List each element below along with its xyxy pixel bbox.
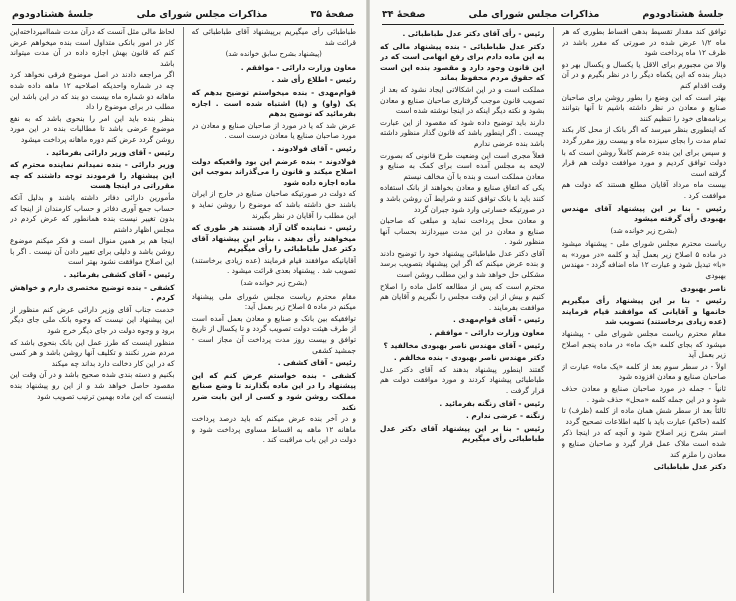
right-page-number: صفحهٔ ۳۴ — [382, 8, 426, 20]
speaker-line: ناصر بهبودی — [680, 283, 726, 293]
left-page-number: صفحهٔ ۳۵ — [310, 8, 354, 20]
paragraph: مأمورین دارائی دفاتر داشته باشند و بدلیل آنکه حساب جمع آوری دفاتر و حساب کارمندان از اینجا که بدون تغییر نیست بنده همانطور که عرض کردم در مجلس اظهار داشتم — [10, 192, 175, 234]
speaker-line: رئیس - بنا بر این پیشنهاد آقای مهندس بهبودی رأی گرفته میشود — [561, 203, 726, 224]
right-page-session: جلسهٔ هشتادودوم — [642, 8, 724, 20]
paragraph: اگر مراجعه دادند در اصل موضوع فرقی نخواهد کرد چه در شماره واحدیکه اصلاحیه ۱۲ ماهه داده شده ماهانه دو شماره ماه بیست دو بند که در این باشد این مطلب در برای موضوع را داد — [10, 70, 175, 112]
paragraph: گفتند اینطور پیشنهاد بدهند که آقای دکتر عدل طباطبائی پیشنهاد کردند و مورد موافقت دولت هم قرار گرفت . — [380, 364, 545, 395]
paragraph: اولاً - در سطر سوم بعد از کلمه «یک ماه» عبارت از صاحبان صنایع و معادن افزوده شود — [561, 361, 726, 382]
paragraph: مقام محترم ریاست مجلس شورای ملی - پیشنهاد میشود که بجای کلمه «یک ماه» در ماده پنجم اصلاح زیر بعمل آید — [561, 329, 726, 360]
paragraph: خدمت جناب آقای وزیر دارائی عرض کنم منظور از این پیشنهاد این نیست که وجوه بانک ملی جای دیگر برود و وجوه دولت در جای دیگر خرج شود — [10, 304, 175, 336]
left-page — [0, 0, 366, 601]
speaker-line: کشفی - بنده توضیح مختصری دارم و خواهش کردم . — [10, 282, 175, 303]
left-page-session: جلسهٔ هشتادودوم — [12, 8, 94, 20]
speaker-line: دکتر عدل طباطبائی - بنده پیشنهاد مالی که به این ماده دادم برای رفع ابهامی است که در این قانون وجود دارد و مقصود بنده این است که حقوق مردم محفوظ بماند — [380, 41, 545, 83]
right-page-columns — [380, 27, 726, 593]
speaker-line: رئیس - آقای مهندس ناصر بهبودی مخالفید ؟ — [383, 340, 545, 350]
speaker-line: رئیس - اطلاع رأی شد . — [271, 75, 356, 85]
speaker-line: رئیس - بنا بر این پیشنهاد رأی میگیریم خانمها و آقایانی که موافقند قیام فرمایند (عده زیادی برخاستند) تصویب شد — [561, 296, 726, 327]
speaker-line: وزیر دارائی - بنده نمیدانم نماینده محترم که این پیشنهاد را فرمودند توجه داشتند که چه مقرراتی در اینجا هست — [10, 160, 175, 191]
paragraph: لحاظ مالی مثل آنست که درآن مدت شماامیرداخته‌این کار در امور بانکی متداول است بنده میخواهم عرض کنم که قانون بهش اجازه داده در آن مدت میتواند باشد — [10, 27, 175, 68]
speaker-line: رئیس - آقای فولادوند . — [272, 143, 356, 153]
speaker-line: رئیس - رأی آقای دکتر عدل طباطبائی . — [402, 29, 545, 38]
column-divider — [553, 27, 554, 593]
right-page-header — [382, 6, 724, 25]
speaker-line: معاون وزارت دارائی - موافقم . — [240, 62, 356, 72]
paragraph: والا من مجبورم برای الاقل یا یکسال و یکسال بهر دو دینار بنده که این یکماه دیگر را در نظر بگیرم و در آن وقت اقدام کنم — [561, 59, 726, 90]
paragraph: بهتر است که این وضع را بطور روشن برای صاحبان صنایع و معادن در نظر داشته باشیم تا آنها بتوانند برنامه‌های خود را تنظیم کنند — [561, 92, 726, 123]
paragraph: استر بشرح زیر اصلاح شود و آنچه که در اینجا ذکر شده است ملاک عمل قرار گیرد و صاحبان صنایع و معادن را ملزم کند — [561, 428, 726, 459]
paragraph: فعلاً مجری است این وضعیت طرح قانونی که بصورت لایحه به مجلس آمده است برای کمک به صنایع و معادن مملکت است و بنده با آن مخالف نیستم — [380, 150, 545, 181]
speaker-line: دکتر عدل طباطبائی — [653, 462, 726, 472]
procedural-note: (بشرح زیر خوانده شد) — [610, 226, 678, 235]
speaker-line: رئیس - آقای کشفی . — [277, 358, 356, 368]
left-page-title: مذاکرات مجلس شورای ملی — [136, 8, 268, 20]
speaker-line: قوام‌مهدی - بنده میخواستم توضیح بدهم که یک (واو) و (یا) اشتباه شده است . اجازه بفرمائید که توضیح بدهم — [191, 87, 356, 119]
speaker-line: معاون وزارت دارائی - موافقم . — [429, 328, 545, 338]
paragraph: بنظر بنده باید این امر را بنحوی باشد که به نفع موضوع عرضی باشد تا مطالبات بنده در این مورد روشن گردد عرض کنم دوره ماهانه پرداخت میشود — [10, 113, 175, 144]
column-divider — [183, 27, 184, 593]
right-page-column-left — [380, 27, 545, 593]
right-page — [370, 0, 736, 601]
paragraph: توافق کند مقدار تقسیط بدهی اقساط بطوری که هر ماه ۱/۲ عرض شده در صورتی که مقرر باشد در ظرف ۱۲ ماه پرداخت شود — [561, 27, 726, 58]
paragraph: یکی که اتفاق صنایع و معادن بخواهند از بانک استفاده کنند باید با بانک توافق کنند و شرایط آن روشن باشد و در صورتیکه خسارتی وارد شود جبران گردد — [380, 183, 545, 214]
paragraph: توافقیکه بین بانک و صنایع و معادن بعمل آمده است از طرف هیئت دولت تصویب گردد و تا یکسال از تاریخ توافق و بیست روز مدت پرداخت آن مجاز است - جمشید کشفی — [191, 313, 356, 355]
paragraph: مملکت است و در این اشکالاتی ایجاد نشود که بعد از تصویب قانون موجب گرفتاری صاحبان صنایع و معادن بشود و نکته دیگر اینکه در اینجا نوشته شده است — [380, 84, 545, 116]
paragraph: و معادن محل پرداخت نماید و مبلغی که صاحبان صنایع و معادن در این مدت میپردازند بحساب آنها منظور شود . — [380, 216, 545, 247]
paragraph: ریاست محترم مجلس شورای ملی - پیشنهاد میشود در ماده ۵ اصلاح زیر بعمل آید و کلمه «در مورد» به «با» تبدیل شود و عبارت ۱۲ ماه اضافه گردد - مهندس بهبودی — [561, 239, 726, 281]
speaker-line: رئیس - بنا بر این پیشنهاد آقای دکتر عدل طباطبائی رأی میگیریم — [380, 423, 545, 444]
paragraph: و در آخر بنده عرض میکنم که باید درصد پرداخت ماهانه ۱۲ ماهه به اقساط مساوی پرداخت شود و دولت در این باب مراقبت کند . — [191, 414, 356, 445]
speaker-line: رئیس - نماینده گان آزاد هستند هر طوری که میخواهند رأی بدهند . بنابر این پیشنهاد آقای دکتر عدل طباطبائی را رأی میگیریم — [191, 223, 356, 254]
paragraph: عرض شد که یا در مورد از صاحبان صنایع و معادن در مورد صاحبان صنایع یا معادن درست است . — [191, 120, 356, 141]
paragraph: ثانیاً - جمله در مورد صاحبان صنایع و معادن حذف شود و در این جمله کلمه «محل» حذف شود . — [561, 384, 726, 404]
speaker-line: دکتر مهندس ناصر بهبودی - بنده مخالفم . — [393, 353, 545, 363]
procedural-note: (پیشنهاد بشرح سابق خوانده شد) — [225, 50, 322, 59]
paragraph: که دولت در صورتیکه صاحبان صنایع در خارج از ایران باشند حق داشته باشد که موضوع را روشن نماید و این مطلب را آقایان در نظر بگیرند — [191, 189, 356, 220]
paragraph: و سپس برای این بنده عرضم کاملاً روشن است که با دولت توافق کردیم و مورد موافقت دولت هم قرار گرفته است — [561, 147, 726, 178]
paragraph: آقایانیکه موافقند قیام فرمایند (عده زیادی برخاستند) تصویب شد . پیشنهاد بعدی قرائت میشود . — [191, 255, 356, 276]
speaker-line: رئیس - آقای وزیر دارائی بفرمائید . — [46, 147, 175, 157]
speaker-line: رئیس - آقای زنگنه بفرمائید . — [439, 398, 545, 408]
paragraph: منظور اینست که طرز عمل این بانک بنحوی باشد که مردم ضرر نکنند و تکلیف آنها روشن باشد و هر کسی که در این کار دخالت دارد بداند چه میکند — [10, 337, 175, 368]
left-page-column-left — [10, 27, 175, 593]
paragraph: دارند باید توضیح داده شود که مقصود از این عبارت چیست . اگر اینطور باشد که قانون گذار منظور داشته باشد بنده عرضی ندارم — [380, 117, 545, 148]
procedural-note: (بشرح زیر خوانده شد) — [240, 279, 308, 288]
speaker-line: زنگنه - عرضی ندارم . — [465, 411, 545, 421]
left-page-header — [12, 6, 354, 25]
right-page-title: مذاکرات مجلس شورای ملی — [468, 8, 600, 20]
paragraph: بیست ماه مرداد آقایان مطلع هستند که دولت هم موافقت کرد . — [561, 180, 726, 200]
paragraph: طباطبائی رأی میگیریم برپیشنهاد آقای طباطبائی که قرائت شد — [191, 27, 356, 47]
paragraph: ثالثاً بعد از سطر شش همان ماده از کلمه (ظرف) تا کلمه (حاکم) عبارت باید با کلیه اطلاعات تصحیح گردد — [561, 406, 726, 426]
speaker-line: رئیس - آقای قوام‌مهدی . — [452, 315, 545, 325]
paragraph: اینجا هم بر همین منوال است و فکر میکنم موضوع روشن باشد و دلیلی برای تغییر دادن آن نیست . اگر با این اصلاح موافقت نشود بهتر است — [10, 236, 175, 267]
speaker-line: کشفی - بنده خواستم عرض کنم که این پیشنهاد را در این ماده بگذارند تا وضع صنایع مملکت روشن شود و کسی از این بابت ضرر نکند — [191, 370, 356, 412]
left-page-columns — [10, 27, 356, 593]
paragraph: بکنیم و دسته بندی شده صحیح باشد و در آن وقت این مقصود حاصل خواهد شد و از این رو پیشنهاد بنده اینست که این ماده بهمین ترتیب تصویب شود — [10, 370, 175, 401]
speaker-line: رئیس - آقای کشفی بفرمائید . — [63, 270, 175, 280]
paragraph: مقام محترم ریاست مجلس شورای ملی پیشنهاد میکنم در ماده ۵ اصلاح زیر بعمل آید: — [191, 291, 356, 312]
left-page-column-right — [192, 27, 357, 593]
paragraph: محترم است که پس از مطالعه کامل ماده را اصلاح کنیم و بیش از این وقت مجلس را نگیریم و آقایان هم موافقت بفرمایند . — [380, 281, 545, 312]
paragraph: که اینطوری بنظر میرسد که اگر بانک از محل کار بکند تمام مدت را بجای سیزده ماه و بیست روز مقرر گردد — [561, 125, 726, 145]
paragraph: آقای دکتر عدل طباطبائی پیشنهاد خود را توضیح دادند و بنده عرض میکنم که اگر این پیشنهاد بتصویب برسد مشکلی حل خواهد شد و این مطلب روشن است — [380, 248, 545, 280]
right-page-column-right — [562, 27, 727, 593]
speaker-line: فولادوند - بنده عرضم این بود واقعیکه دولت اصلاح میکند و قانون را می‌گذراند بموجب این ماده اجازه داده شود — [191, 156, 356, 187]
